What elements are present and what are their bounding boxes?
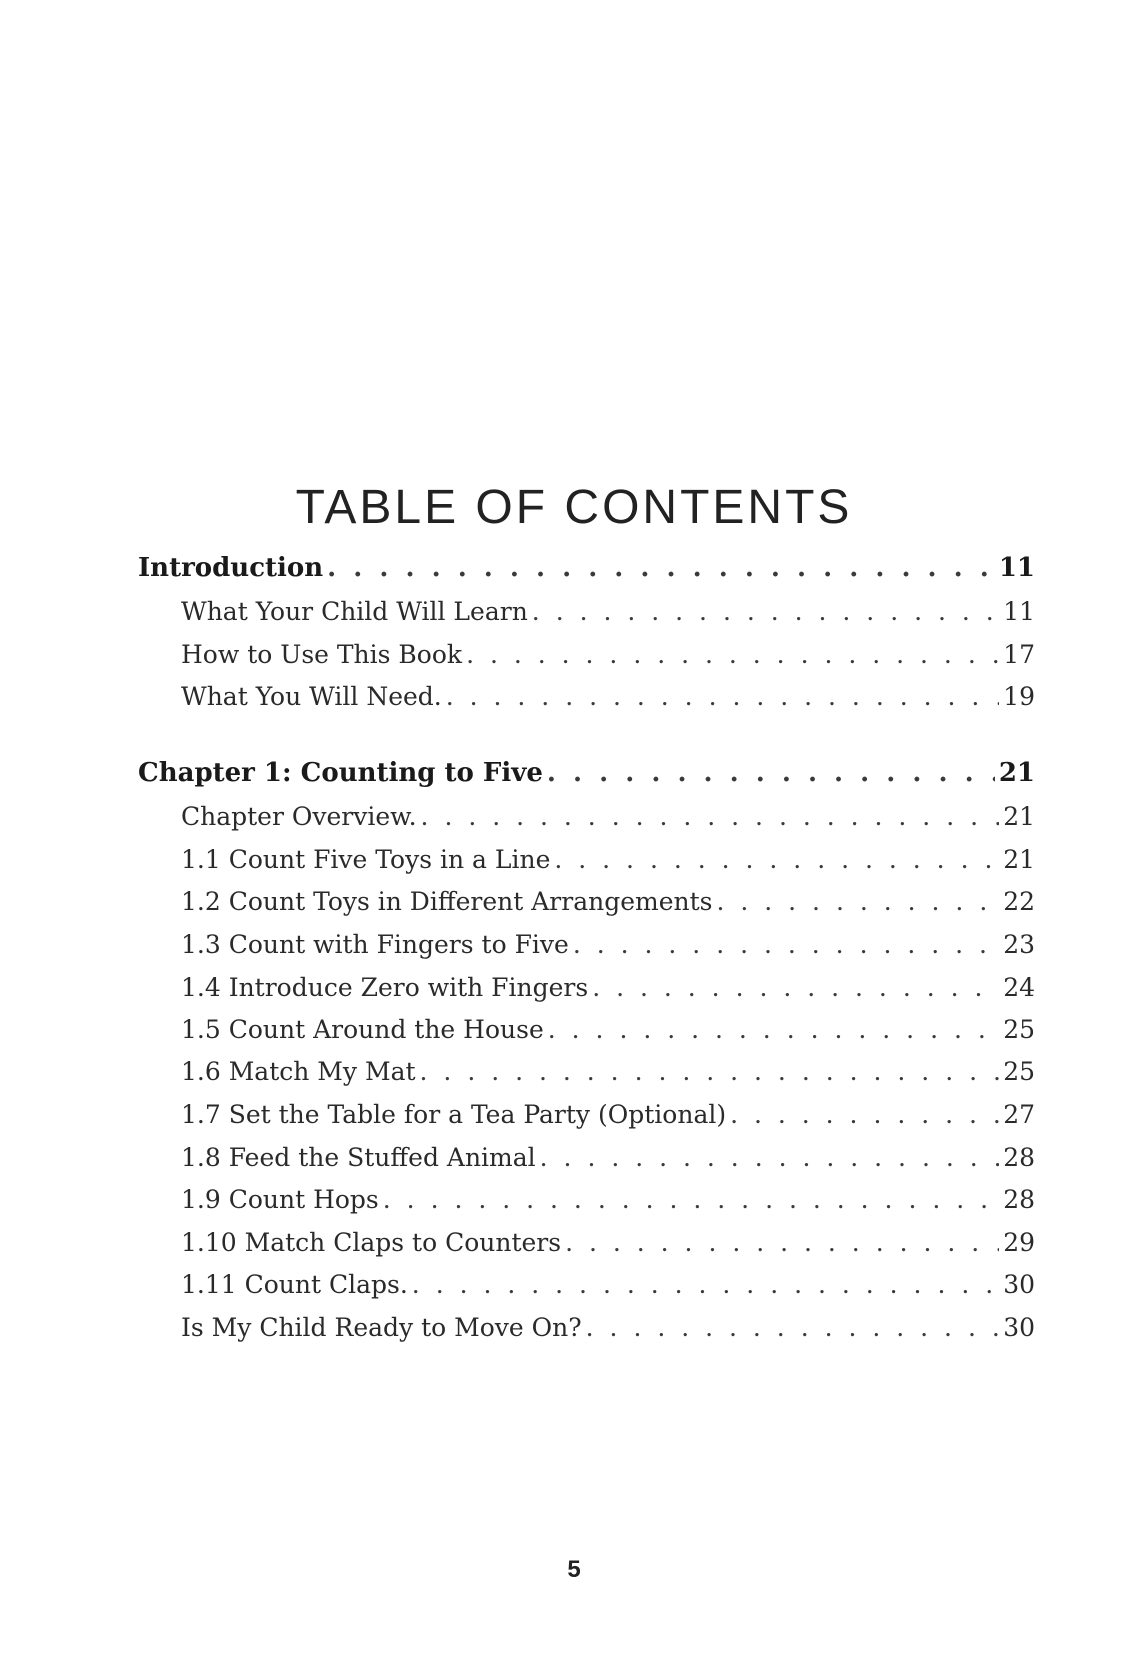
toc-entry-label: 1.11 Count Claps. bbox=[181, 1270, 408, 1299]
toc-leader-dots bbox=[573, 930, 999, 960]
toc-entry[interactable] bbox=[181, 973, 1035, 1003]
toc-page-number: 11 bbox=[1003, 597, 1035, 626]
toc-leader-dots bbox=[420, 1057, 1000, 1087]
toc-entry-label: Is My Child Ready to Move On? bbox=[181, 1313, 582, 1342]
toc-entry-label: 1.1 Count Five Toys in a Line bbox=[181, 845, 551, 874]
toc-entry[interactable] bbox=[181, 1228, 1035, 1258]
toc-page-number: 21 bbox=[1003, 802, 1035, 831]
toc-entry[interactable] bbox=[181, 1143, 1035, 1173]
toc-leader-dots bbox=[586, 1313, 1000, 1343]
toc-entry-label: What You Will Need. bbox=[181, 682, 442, 711]
toc-leader-dots bbox=[592, 973, 999, 1003]
toc-page-number: 25 bbox=[1003, 1015, 1035, 1044]
toc-entry[interactable] bbox=[181, 1270, 1035, 1300]
toc-leader-dots bbox=[532, 597, 999, 627]
toc-leader-dots bbox=[421, 802, 1000, 832]
toc-entry-label: What Your Child Will Learn bbox=[181, 597, 528, 626]
toc-leader-dots bbox=[466, 640, 999, 670]
toc-leader-dots bbox=[716, 887, 999, 917]
toc-page-number: 29 bbox=[1003, 1228, 1035, 1257]
toc-entry-label: 1.2 Count Toys in Different Arrangements bbox=[181, 887, 713, 916]
toc-leader-dots bbox=[547, 758, 995, 788]
toc-entry-label: 1.3 Count with Fingers to Five bbox=[181, 930, 569, 959]
toc-entry-label: How to Use This Book bbox=[181, 640, 463, 669]
toc-leader-dots bbox=[446, 682, 999, 712]
toc-entry-label: 1.7 Set the Table for a Tea Party (Optional) bbox=[181, 1100, 727, 1129]
toc-heading-introduction[interactable] bbox=[138, 553, 1035, 583]
toc-page-number: 28 bbox=[1003, 1143, 1035, 1172]
toc-leader-dots bbox=[565, 1228, 999, 1258]
toc-entry-label: 1.6 Match My Mat bbox=[181, 1057, 416, 1086]
toc-entry[interactable] bbox=[181, 597, 1035, 627]
toc-page-number: 11 bbox=[998, 553, 1035, 583]
toc-leader-dots bbox=[383, 1185, 999, 1215]
toc-heading-label: Chapter 1: Counting to Five bbox=[138, 758, 543, 788]
toc-entry[interactable] bbox=[181, 682, 1035, 712]
toc-heading-label: Introduction bbox=[138, 553, 324, 583]
toc-entry-label: 1.5 Count Around the House bbox=[181, 1015, 544, 1044]
toc-page-number: 30 bbox=[1003, 1270, 1035, 1299]
toc-leader-dots bbox=[327, 553, 995, 583]
page-title: TABLE OF CONTENTS bbox=[295, 481, 853, 535]
toc-entry-label: 1.4 Introduce Zero with Fingers bbox=[181, 973, 589, 1002]
toc-page-number: 19 bbox=[1003, 682, 1035, 711]
toc-entry-label: 1.8 Feed the Stuffed Animal bbox=[181, 1143, 536, 1172]
toc-page-number: 30 bbox=[1003, 1313, 1035, 1342]
toc-entry[interactable] bbox=[181, 1057, 1035, 1087]
toc-page-number: 25 bbox=[1003, 1057, 1035, 1086]
toc-page-number: 23 bbox=[1003, 930, 1035, 959]
toc-leader-dots bbox=[412, 1270, 999, 1300]
toc-entry[interactable] bbox=[181, 930, 1035, 960]
toc-entry[interactable] bbox=[181, 640, 1035, 670]
toc-entry[interactable] bbox=[181, 845, 1035, 875]
toc-entry[interactable] bbox=[181, 1185, 1035, 1215]
toc-entry[interactable] bbox=[181, 887, 1035, 917]
toc-entry[interactable] bbox=[181, 1100, 1035, 1130]
toc-entry[interactable] bbox=[181, 802, 1035, 832]
toc-page-number: 21 bbox=[1003, 845, 1035, 874]
toc-entry[interactable] bbox=[181, 1015, 1035, 1045]
toc-page-number: 21 bbox=[998, 758, 1035, 788]
toc-page-number: 17 bbox=[1003, 640, 1035, 669]
toc-leader-dots bbox=[540, 1143, 1000, 1173]
toc-leader-dots bbox=[548, 1015, 999, 1045]
toc-entry[interactable] bbox=[181, 1313, 1035, 1343]
toc-leader-dots bbox=[554, 845, 999, 875]
toc-leader-dots bbox=[730, 1100, 999, 1130]
toc-page-number: 24 bbox=[1003, 973, 1035, 1002]
toc-page-number: 27 bbox=[1003, 1100, 1035, 1129]
toc-entry-label: Chapter Overview. bbox=[181, 802, 417, 831]
page-number: 5 bbox=[567, 1556, 581, 1583]
toc-entry-label: 1.10 Match Claps to Counters bbox=[181, 1228, 562, 1257]
toc-entry-label: 1.9 Count Hops bbox=[181, 1185, 379, 1214]
toc-page-number: 22 bbox=[1003, 887, 1035, 916]
toc-page-number: 28 bbox=[1003, 1185, 1035, 1214]
toc-heading-chapter-1[interactable] bbox=[138, 758, 1035, 788]
